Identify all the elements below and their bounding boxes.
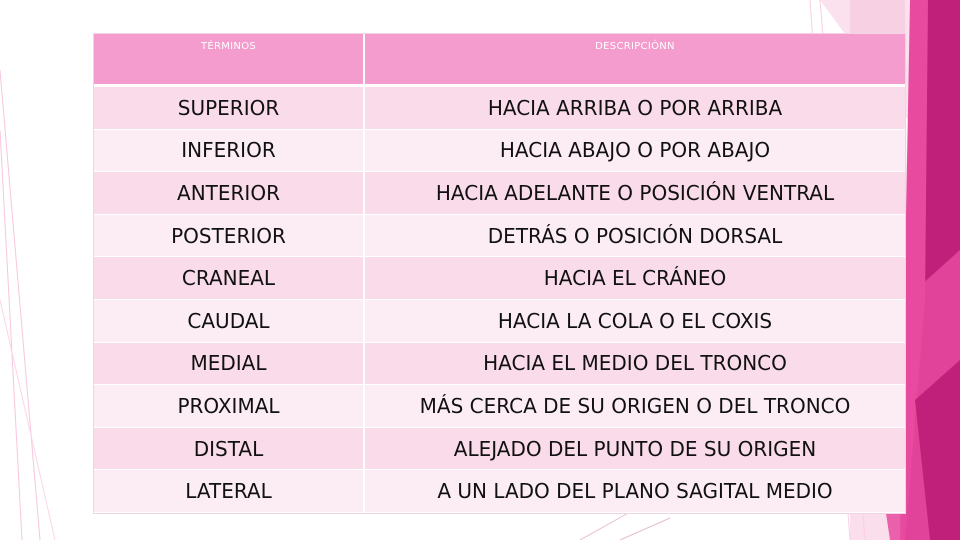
anatomical-terms-table	[94, 34, 905, 513]
header-terminos: TÉRMINOS	[94, 34, 364, 86]
table-row	[94, 299, 905, 342]
term-cell: INFERIOR	[94, 129, 364, 172]
table-row	[94, 385, 905, 428]
decorative-left-lines	[0, 0, 60, 540]
term-cell: CAUDAL	[94, 299, 364, 342]
table-row	[94, 427, 905, 470]
header-descripcion: DESCRIPCIÓNN	[364, 34, 905, 86]
description-cell: HACIA ABAJO O POR ABAJO	[364, 129, 905, 172]
table-row	[94, 86, 905, 130]
term-cell: SUPERIOR	[94, 86, 364, 130]
term-cell: POSTERIOR	[94, 214, 364, 257]
term-cell: PROXIMAL	[94, 385, 364, 428]
description-cell: HACIA ADELANTE O POSICIÓN VENTRAL	[364, 172, 905, 215]
table-row	[94, 470, 905, 513]
term-cell: CRANEAL	[94, 257, 364, 300]
description-cell: MÁS CERCA DE SU ORIGEN O DEL TRONCO	[364, 385, 905, 428]
table-row	[94, 257, 905, 300]
description-cell: HACIA ARRIBA O POR ARRIBA	[364, 86, 905, 130]
table-row	[94, 129, 905, 172]
table-header-row	[94, 34, 905, 86]
description-cell: HACIA LA COLA O EL COXIS	[364, 299, 905, 342]
term-cell: ANTERIOR	[94, 172, 364, 215]
description-cell: DETRÁS O POSICIÓN DORSAL	[364, 214, 905, 257]
table-row	[94, 214, 905, 257]
description-cell: ALEJADO DEL PUNTO DE SU ORIGEN	[364, 427, 905, 470]
description-cell: A UN LADO DEL PLANO SAGITAL MEDIO	[364, 470, 905, 513]
term-cell: MEDIAL	[94, 342, 364, 385]
table-row	[94, 172, 905, 215]
description-cell: HACIA EL CRÁNEO	[364, 257, 905, 300]
table-row	[94, 342, 905, 385]
term-cell: LATERAL	[94, 470, 364, 513]
description-cell: HACIA EL MEDIO DEL TRONCO	[364, 342, 905, 385]
term-cell: DISTAL	[94, 427, 364, 470]
